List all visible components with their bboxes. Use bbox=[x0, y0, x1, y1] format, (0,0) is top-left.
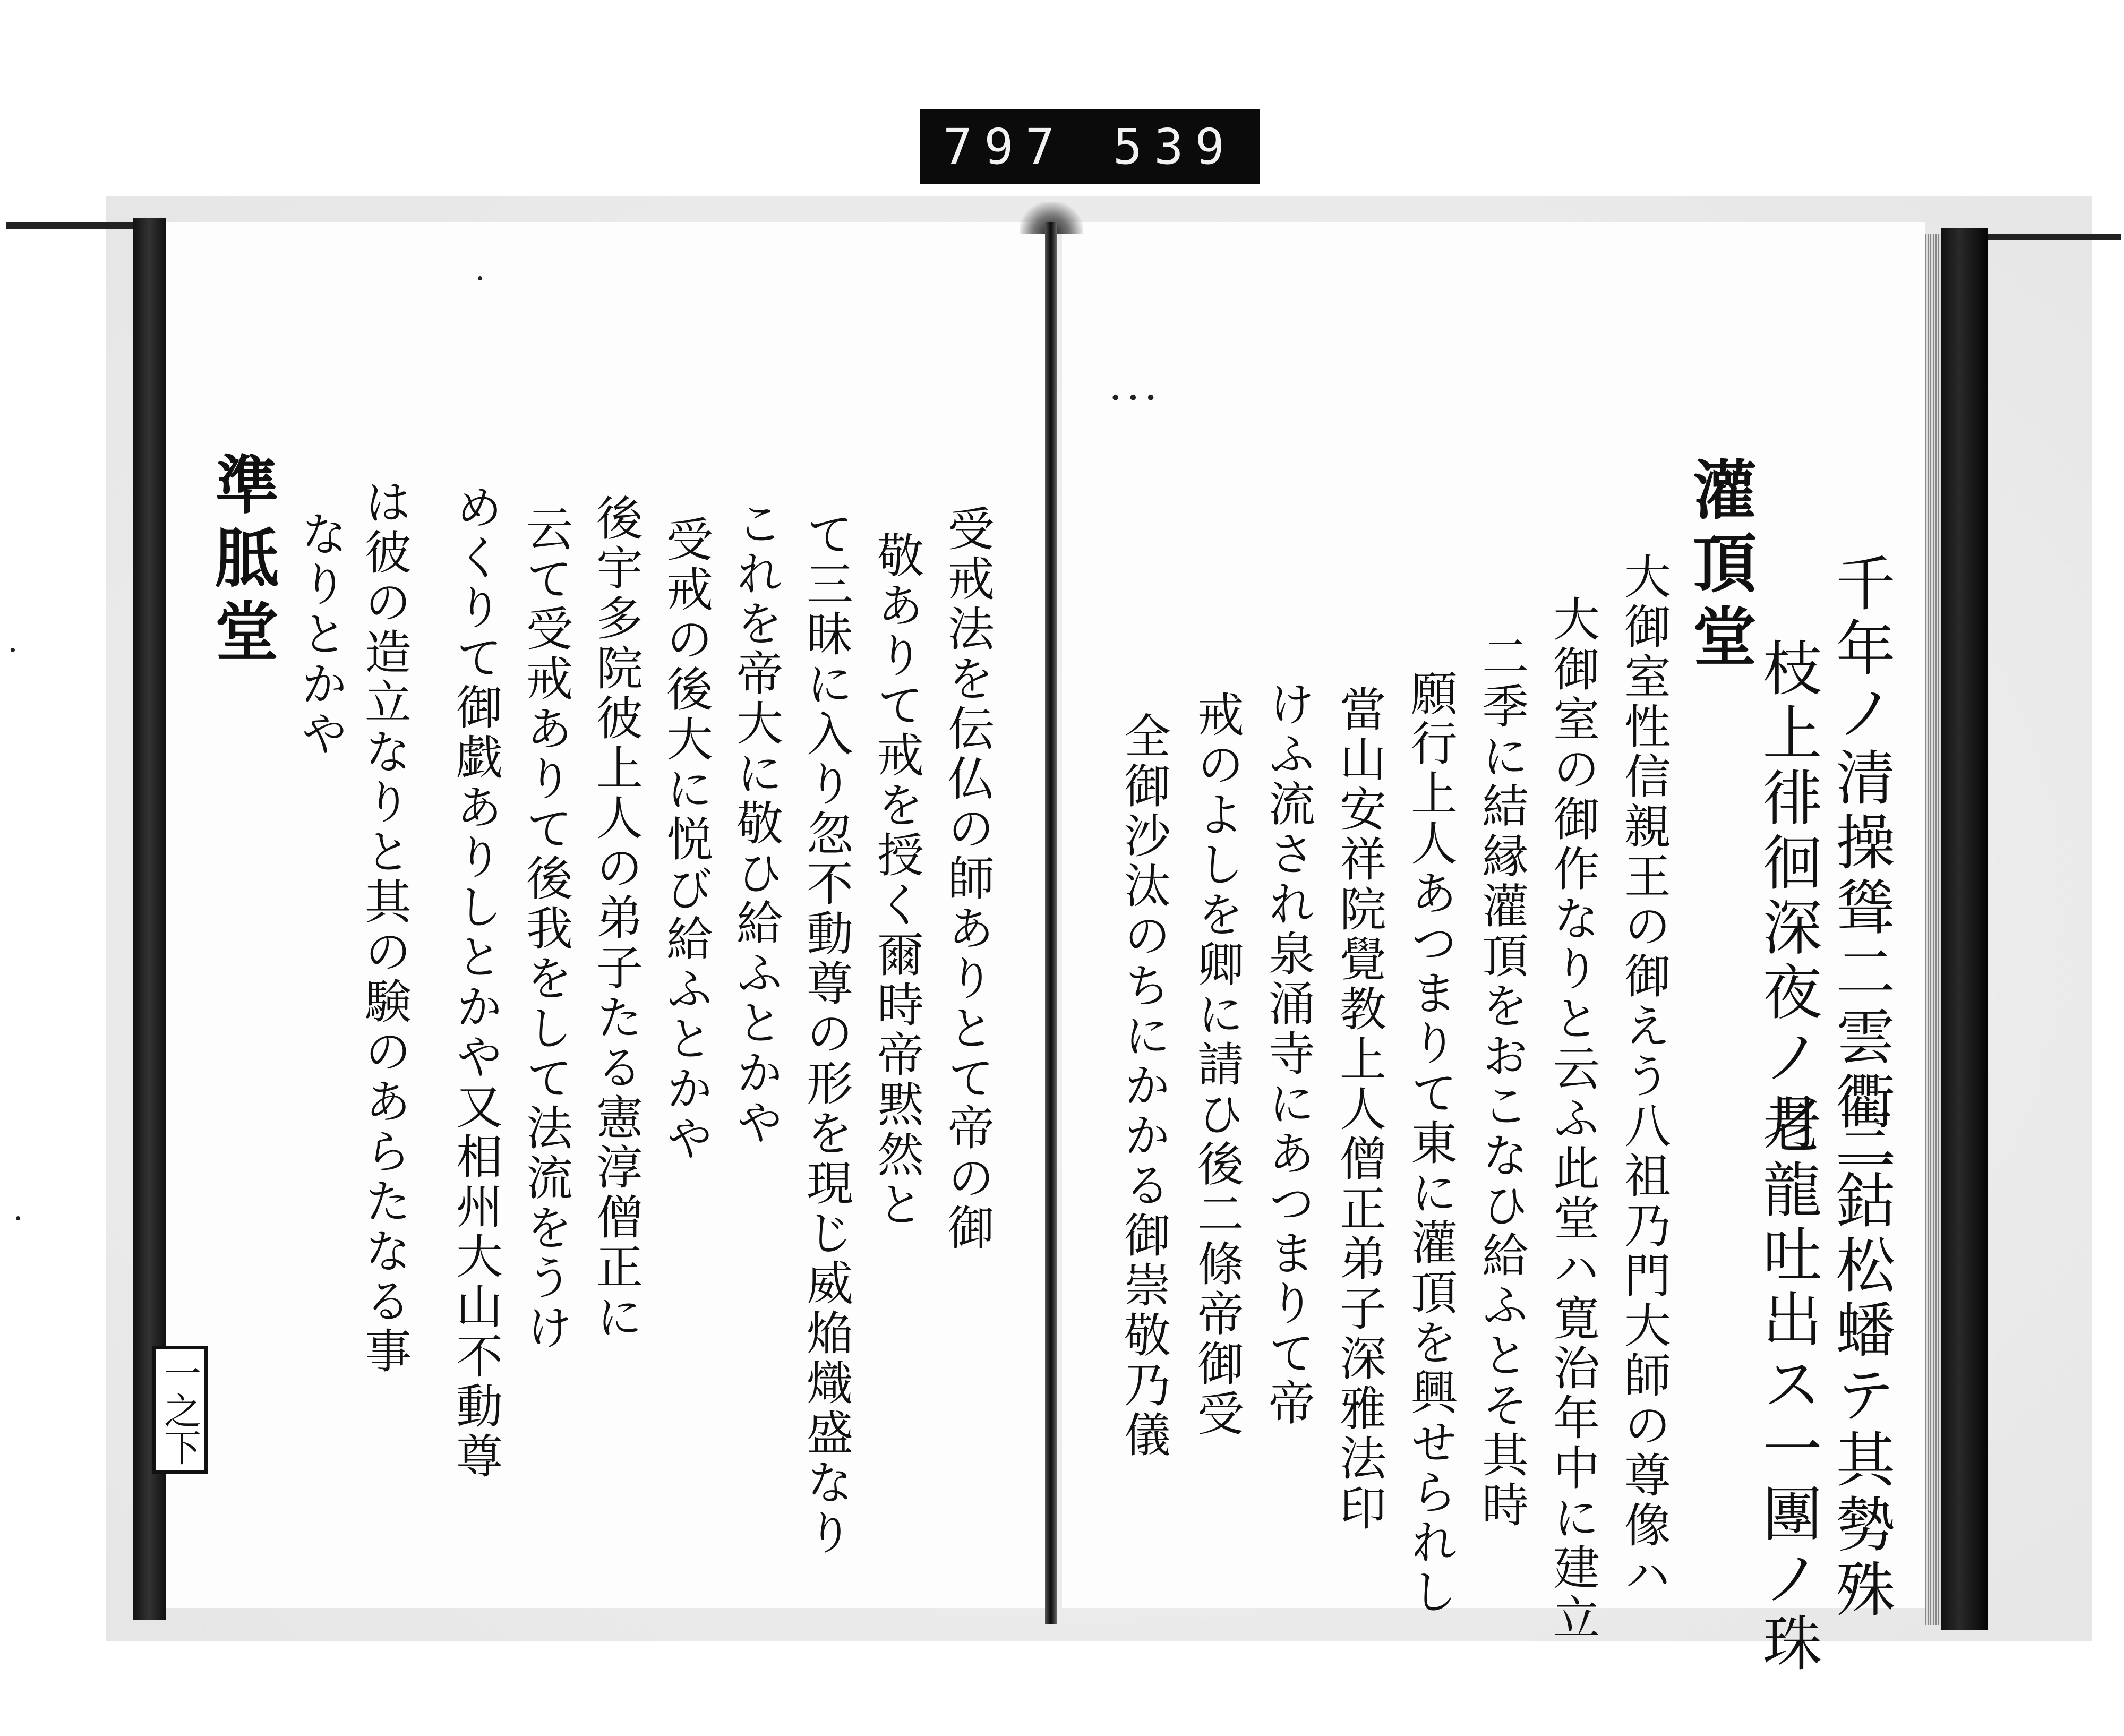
scan-speck bbox=[11, 648, 15, 652]
cover-right-edge bbox=[1941, 228, 1988, 1630]
section-title-kanjodo: 灌頂堂 bbox=[1682, 457, 1757, 677]
right-body-col-1: 大御室性信親王の御えう八祖乃門大師の尊像ハ bbox=[1617, 552, 1672, 1601]
left-body-col-1: 受戒法を伝仏の師ありとて帝の御 bbox=[940, 504, 995, 1253]
ink-dots: ••• bbox=[1110, 388, 1163, 409]
gutter bbox=[1045, 222, 1057, 1624]
scan-speck bbox=[478, 276, 482, 280]
left-body-col-8: めくりて御戯ありしとかや又相州大山不動尊 bbox=[449, 483, 503, 1482]
reel-number: 797 bbox=[943, 118, 1067, 175]
poem-line-4: 老龍吐出ス一團ノ珠 bbox=[1753, 1094, 1822, 1677]
right-body-col-5: 當山安祥院覺教上人僧正弟子深雅法印 bbox=[1332, 685, 1387, 1534]
left-body-col-4: これを帝大に敬ひ給ふとかや bbox=[729, 499, 784, 1148]
section-title-juntei-do: 準胝堂 bbox=[204, 451, 279, 671]
page-edges bbox=[1925, 234, 1941, 1625]
left-body-col-5: 受戒の後大に悦び給ふとかや bbox=[659, 515, 714, 1164]
right-body-col-3: 二季に結縁灌頂をおこなひ給ふとそ其時 bbox=[1475, 632, 1529, 1530]
left-body-col-9: は彼の造立なりと其の験のあらたなる事 bbox=[357, 478, 412, 1376]
left-body-col-7: 云て受戒ありて後我をして法流をうけ bbox=[519, 504, 573, 1353]
right-body-col-6: けふ流され泉涌寺にあつまりて帝 bbox=[1261, 680, 1316, 1429]
film-frame-label bbox=[920, 109, 1260, 184]
poem-line-1: 千年ノ清操聳二雲衢一 bbox=[1826, 552, 1895, 1200]
right-body-col-7: 戒のよしを卿に請ひ後二條帝御受 bbox=[1190, 690, 1245, 1439]
chapter-marker: 一之下 bbox=[152, 1346, 208, 1474]
left-body-col-3: て三昧に入り忽不動尊の形を現じ威焔熾盛なり bbox=[799, 510, 854, 1558]
left-body-col-6: 後宇多院彼上人の弟子たる憲淳僧正に bbox=[589, 494, 644, 1342]
closing-line: なりとかや bbox=[294, 510, 348, 759]
scan-speck bbox=[16, 1216, 20, 1220]
frame-number: 539 bbox=[1112, 118, 1237, 175]
left-body-col-2: 敬ありて戒を授く爾時帝黙然と bbox=[870, 531, 924, 1230]
right-body-col-4: 願行上人あつまりて東に灌頂を興せられし bbox=[1403, 669, 1458, 1618]
right-body-col-8: 全御沙汰のちにかかる御崇敬乃儀 bbox=[1117, 712, 1171, 1460]
poem-line-3: 三鈷松蟠テ其勢殊 bbox=[1826, 1105, 1895, 1623]
right-body-col-2: 大御室の御作なりと云ふ此堂ハ寛治年中に建立 bbox=[1546, 595, 1600, 1643]
poem-line-2: 枝上徘徊深夜ノ月 bbox=[1753, 637, 1822, 1156]
